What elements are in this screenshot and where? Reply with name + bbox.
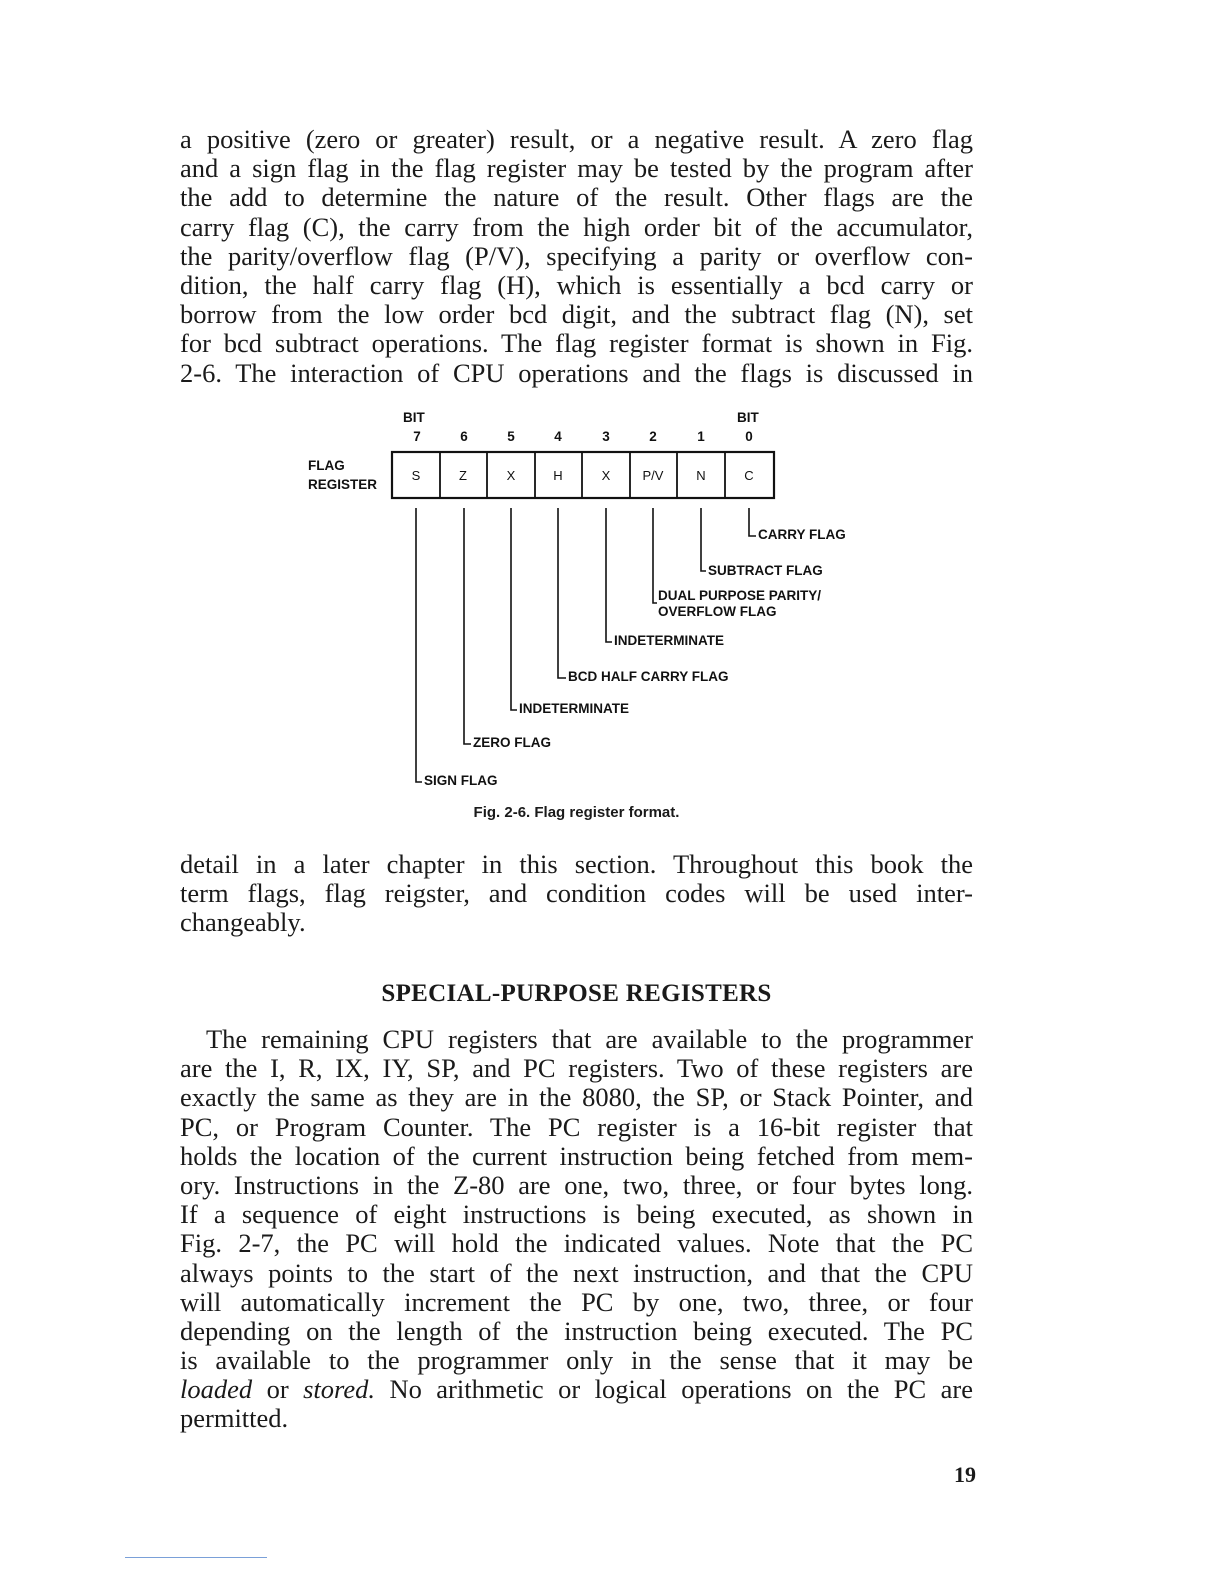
leader-indeterminate-3	[606, 508, 612, 642]
text-line: borrow from the low order bcd digit, and the subtract flag (N), set	[180, 299, 973, 330]
leader-carry	[749, 508, 756, 536]
bit-number-2: 2	[649, 429, 657, 444]
cell-x-bit3: X	[601, 468, 611, 483]
register-box	[392, 452, 774, 498]
text-line: always points to the start of the next instruction, and that the CPU	[180, 1257, 973, 1288]
cell-sign: S	[411, 468, 421, 483]
label-carry-flag: CARRY FLAG	[758, 527, 846, 542]
text-line: will automatically increment the PC by one, two, three, or four	[180, 1286, 973, 1317]
paragraph-flags-detail	[180, 850, 973, 938]
bit-number-1: 1	[697, 429, 705, 444]
text-line: Fig. 2-7, the PC will hold the indicated values. Note that the PC	[180, 1228, 973, 1259]
text-line: The remaining CPU registers that are available to the programmer	[206, 1024, 973, 1054]
text-line: changeably.	[180, 907, 306, 938]
text-line: dition, the half carry flag (H), which is essentially a bcd carry or	[180, 269, 973, 300]
bit-number-3: 3	[602, 429, 610, 444]
text-line: the add to determine the nature of the result. Other flags are the	[180, 182, 973, 213]
text-line: PC, or Program Counter. The PC register is a 16-bit register that	[180, 1111, 973, 1142]
label-zero-flag: ZERO FLAG	[473, 735, 551, 750]
leader-indeterminate-5	[511, 508, 517, 710]
leader-half-carry	[558, 508, 566, 678]
bit-number-5: 5	[507, 429, 515, 444]
text-line: exactly the same as they are in the 8080, the SP, or Stack Pointer, and	[180, 1082, 973, 1113]
cell-half-carry: H	[553, 468, 563, 483]
text-line: ory. Instructions in the Z-80 are one, two, three, or four bytes long.	[180, 1169, 973, 1200]
leader-sign	[416, 508, 422, 782]
text-line: detail in a later chapter in this section. Throughout this book the	[180, 849, 973, 879]
text-line: holds the location of the current instruction being fetched from mem-	[180, 1140, 973, 1171]
text-line: is available to the programmer only in the sense that it may be	[180, 1345, 973, 1376]
label-sign-flag: SIGN FLAG	[424, 773, 498, 788]
bit-number-6: 6	[460, 429, 468, 444]
page-number: 19	[954, 1462, 976, 1487]
leader-zero	[464, 508, 471, 744]
text-line: and a sign flag in the flag register may be tested by the program after	[180, 153, 973, 184]
text-line: depending on the length of the instruction being executed. The PC	[180, 1315, 973, 1346]
cell-zero: Z	[459, 468, 467, 483]
footer-rule	[125, 1557, 267, 1558]
cell-subtract: N	[696, 468, 706, 483]
bit-label-right: BIT	[737, 410, 759, 425]
label-indeterminate-3: INDETERMINATE	[614, 633, 724, 648]
text-line: the parity/overflow flag (P/V), specifying a parity or overflow con-	[180, 240, 973, 271]
label-parity-line1: DUAL PURPOSE PARITY/	[658, 588, 822, 603]
leader-subtract	[701, 508, 706, 571]
flag-register-label-line1: FLAG	[308, 458, 345, 473]
paragraph-flags-intro	[180, 125, 973, 388]
label-parity-line2: OVERFLOW FLAG	[658, 604, 777, 619]
section-heading: SPECIAL-PURPOSE REGISTERS	[381, 980, 772, 1007]
leader-parity	[653, 508, 657, 603]
text-line italic-line: loaded or stored. No arithmetic or logical operations on the PC are	[180, 1374, 973, 1405]
text-line: carry flag (C), the carry from the high order bit of the accumulator,	[180, 211, 973, 242]
bit-label-left: BIT	[403, 410, 425, 425]
text-line: permitted.	[180, 1403, 289, 1434]
flag-register-diagram	[290, 400, 870, 830]
label-indeterminate-5: INDETERMINATE	[519, 701, 629, 716]
text-line: 2-6. The interaction of CPU operations and the flags is discussed in	[180, 357, 973, 388]
text-line: a positive (zero or greater) result, or a negative result. A zero flag	[180, 124, 973, 154]
figure-caption: Fig. 2-6. Flag register format.	[473, 804, 680, 821]
paragraph-special-purpose	[180, 1025, 973, 1434]
text-line: for bcd subtract operations. The flag register format is shown in Fig.	[180, 328, 973, 359]
bit-number-4: 4	[554, 429, 562, 444]
cell-carry: C	[744, 468, 754, 483]
text-line: If a sequence of eight instructions is being executed, as shown in	[180, 1199, 973, 1230]
label-half-carry-flag: BCD HALF CARRY FLAG	[568, 669, 729, 684]
text-line: are the I, R, IX, IY, SP, and PC registers. Two of these registers are	[180, 1053, 973, 1084]
cell-x-bit5: X	[506, 468, 516, 483]
bit-number-0: 0	[745, 429, 753, 444]
text-line: term flags, flag reigster, and condition codes will be used inter-	[180, 878, 973, 909]
label-subtract-flag: SUBTRACT FLAG	[708, 563, 823, 578]
flag-register-label-line2: REGISTER	[308, 477, 378, 492]
bit-number-7: 7	[413, 429, 421, 444]
cell-parity-overflow: P/V	[642, 468, 664, 483]
